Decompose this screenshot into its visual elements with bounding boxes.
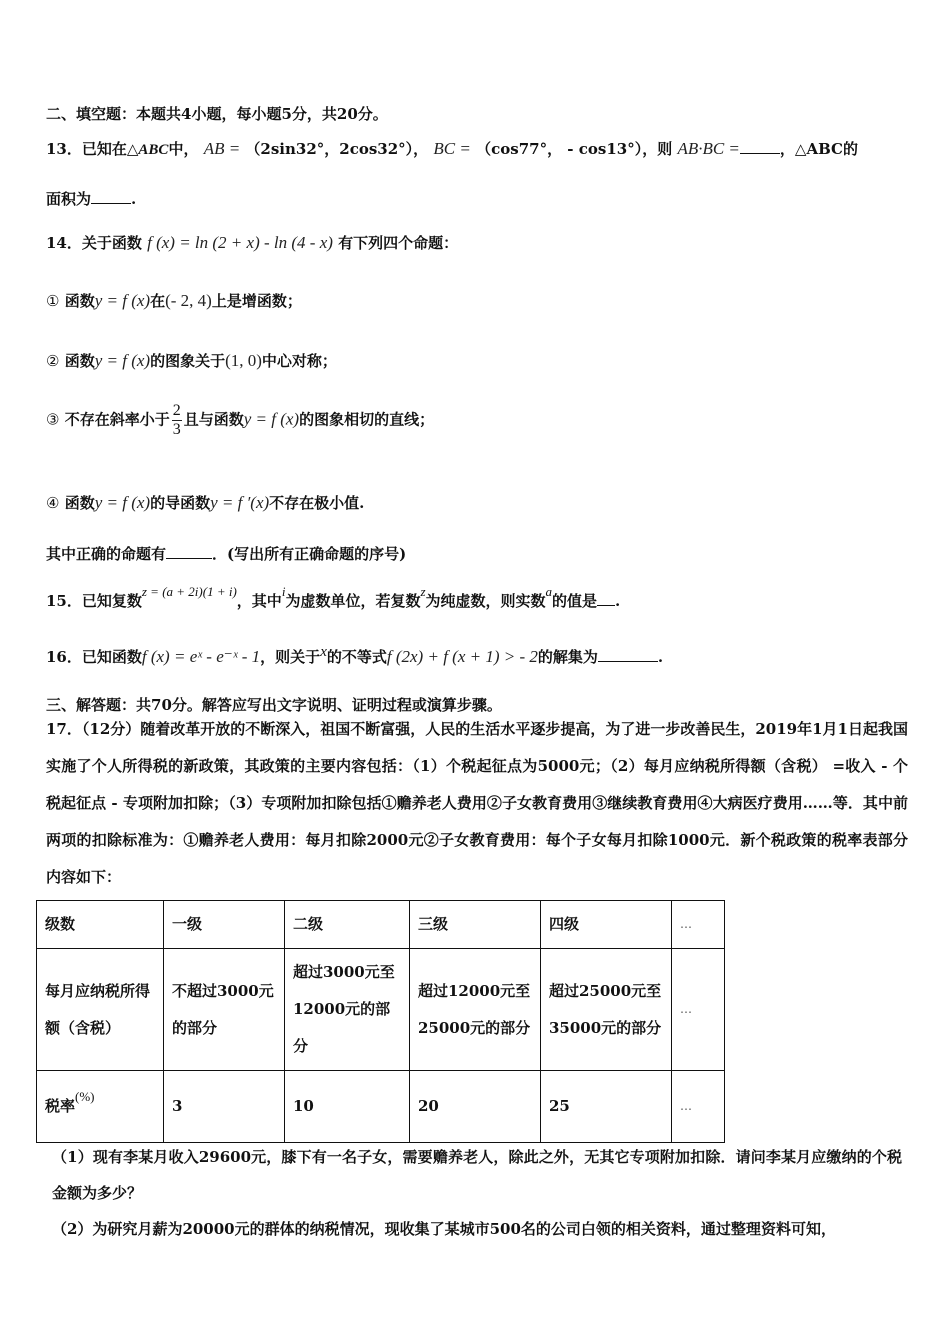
q14-item1-interval: (- 2, 4) [165, 291, 212, 310]
table-cell: 25 [541, 1071, 672, 1143]
q16-text-a: ，则关于 [260, 648, 321, 666]
q17-subquestion-2: （2）为研究月薪为20000元的群体的纳税情况，现收集了某城市500名的公司白领的相关资料，通过整理资料可知， [52, 1220, 836, 1238]
q14-item4-text-c: 不存在极小值. [269, 494, 365, 512]
q16-tail: . [657, 648, 664, 666]
q13-prefix: 13．已知在△ [46, 140, 139, 158]
q15-tail: . [615, 592, 621, 610]
table-row-income [37, 949, 725, 1071]
table-cell: 三级 [410, 901, 541, 949]
table-cell: 20 [410, 1071, 541, 1143]
q16-inequality: f (2x) + f (x + 1) > - 2 [386, 647, 538, 666]
table-cell: 3 [164, 1071, 285, 1143]
table-cell: 一级 [164, 901, 285, 949]
q15-a: a [545, 584, 553, 599]
table-cell: … [672, 1071, 725, 1143]
section-3-title: 三、解答题：共70分。解答应写出文字说明、证明过程或演算步骤。 [46, 696, 502, 714]
q14-func: f (x) = ln (2 + x) - ln (4 - x) [147, 233, 333, 252]
question-14 [46, 232, 458, 253]
table-row-header [37, 901, 725, 949]
q15-blank [597, 591, 615, 606]
table-cell: 超过25000元至35000元的部分 [541, 949, 672, 1071]
q14-item2-point: (1, 0) [225, 351, 262, 370]
q13-bc-value: （cos77°， - cos13°），则 [476, 140, 673, 158]
question-16 [46, 646, 663, 667]
q14-item-1 [46, 290, 302, 311]
q14-item1-text-b: 在 [150, 292, 166, 310]
q15-z: z [420, 584, 426, 599]
q14-item3-text-b: 且与函数 [183, 410, 244, 429]
q14-item1-text-c: 上是增函数； [211, 292, 302, 310]
q14-item3-mark: ③ [46, 410, 60, 429]
q13-ab-label: AB = [203, 139, 241, 158]
q14-item4-text-b: 的导函数 [150, 494, 211, 512]
q14-conclusion [46, 543, 406, 564]
q14-item2-text-c: 中心对称； [261, 352, 337, 370]
q13-dot-expr: AB·BC = [677, 139, 740, 158]
q13-line2: 面积为 [46, 190, 92, 208]
q14-blank [166, 544, 212, 559]
tax-rate-table [36, 900, 725, 1143]
q14-conclusion-tail: ．(写出所有正确命题的序号) [212, 545, 407, 563]
q15-prefix: 15．已知复数 [46, 592, 142, 610]
q14-item4-func: y = f (x) [94, 493, 151, 512]
q14-prefix: 14．关于函数 [46, 234, 142, 252]
table-cell [37, 1071, 164, 1143]
q13-mid: 中， [168, 140, 199, 158]
table-cell: … [672, 901, 725, 949]
q14-item2-mark: ② [46, 352, 60, 370]
table-cell: 超过3000元至12000元的部分 [285, 949, 410, 1071]
q15-text-d: 的值是 [552, 592, 598, 610]
fraction-numerator: 2 [172, 402, 181, 419]
q15-z-expr: z = (a + 2i)(1 + i) [141, 584, 237, 599]
q14-item3-text-a: 不存在斜率小于 [64, 410, 170, 429]
fraction-denominator: 3 [172, 421, 181, 438]
q13-bc-label: BC = [433, 139, 471, 158]
table-cell: 四级 [541, 901, 672, 949]
q14-conclusion-text: 其中正确的命题有 [46, 545, 167, 563]
q16-func: f (x) = eˣ - e⁻ˣ - 1 [141, 647, 261, 666]
q14-item1-text-a: 函数 [64, 292, 95, 310]
question-13 [46, 138, 858, 159]
section-2-title: 二、填空题：本题共4小题，每小题5分，共20分。 [46, 105, 388, 123]
q14-item3-fraction [172, 402, 182, 439]
q15-text-a: ，其中 [236, 592, 282, 610]
q14-item1-func: y = f (x) [94, 291, 151, 310]
q15-i: i [281, 584, 286, 599]
q14-item2-text-a: 函数 [64, 352, 95, 370]
q16-text-c: 的解集为 [537, 648, 598, 666]
q14-item2-text-b: 的图象关于 [150, 352, 226, 370]
table-cell: 10 [285, 1071, 410, 1143]
table-cell: 级数 [37, 901, 164, 949]
q13-ab-value: （2sin32°，2cos32°）， [245, 140, 429, 158]
q13-tail: ，△ABC的 [779, 140, 858, 158]
table-cell: … [672, 949, 725, 1071]
q14-item1-mark: ① [46, 292, 60, 310]
question-15 [46, 584, 621, 611]
table-cell: 不超过3000元的部分 [164, 949, 285, 1071]
q16-x: x [320, 644, 327, 660]
table-cell: 二级 [285, 901, 410, 949]
q14-item-4 [46, 492, 364, 513]
q13-blank-1 [740, 139, 780, 154]
table-cell: 超过12000元至25000元的部分 [410, 949, 541, 1071]
q16-text-b: 的不等式 [326, 648, 387, 666]
q14-item3-func: y = f (x) [243, 409, 300, 429]
q13-abc: ABC [138, 142, 169, 158]
q16-prefix: 16．已知函数 [46, 648, 142, 666]
q13-blank-2 [91, 189, 131, 204]
q14-item4-text-a: 函数 [64, 494, 95, 512]
q17-subquestion-1: （1）现有李某月收入29600元，膝下有一名子女，需要赡养老人，除此之外，无其它专项附加扣除．请问李某月应缴纳的个税金额为多少？ [52, 1148, 902, 1202]
q14-item2-func: y = f (x) [94, 351, 151, 370]
question-17-text: 17．（12分）随着改革开放的不断深入，祖国不断富强，人民的生活水平逐步提高，为了进一步改善民生，2019年1月1日起我国实施了个人所得税的新政策，其政策的主要内容包括：（1）个税起征点为5000元；（2）每月应纳税所得额（含税） =收入 - 个税起征点 - 专项附加扣除；（3）专项附加扣除包括①赡养老人费用②子女教育费用③继续教育费用④大病医疗费用……等．其中前两项的扣除标准为：①赡养老人费用：每月扣除2000元②子女教育费用：每个子女每月扣除1000元．新个税政策的税率表部分内容如下： [46, 720, 908, 886]
q14-item3-text-c: 的图象相切的直线； [299, 410, 435, 429]
rate-label: 税率 [45, 1097, 76, 1115]
q14-item4-mark: ④ [46, 494, 60, 512]
q14-item4-derivative: y = f ′(x) [210, 493, 270, 512]
q14-suffix: 有下列四个命题： [338, 234, 459, 252]
table-row-rate [37, 1071, 725, 1143]
q16-blank [598, 647, 658, 662]
rate-unit: (%) [75, 1089, 95, 1104]
q15-text-c: 为纯虚数，则实数 [425, 592, 546, 610]
q15-text-b: 为虚数单位，若复数 [285, 592, 421, 610]
q14-item-2 [46, 350, 337, 371]
question-13-line2: 面积为 . [46, 190, 137, 208]
q14-item-3 [46, 402, 434, 439]
table-cell: 每月应纳税所得额（含税） [37, 949, 164, 1071]
